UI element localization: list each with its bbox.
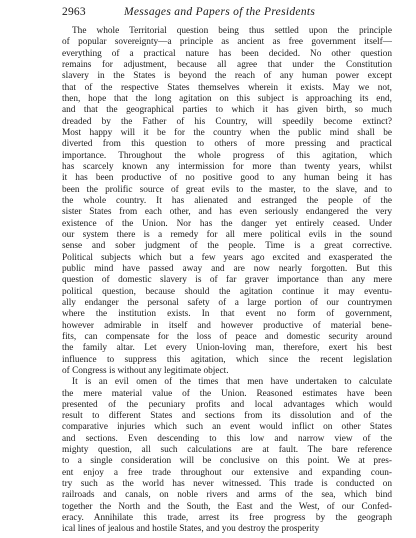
text-line: the family altar. Let every Union-loving man, therefore, exert his best xyxy=(62,343,392,354)
text-line: importance. Throughout the whole progress of this agitation, which xyxy=(62,150,392,161)
text-line: influence to suppress this agitation, which since the recent legislation xyxy=(62,354,392,365)
text-line: ally endanger the personal safety of a large portion of our countrymen xyxy=(62,297,392,308)
text-line: try such as the world has never witnessed. This trade is conducted on xyxy=(62,479,392,490)
paragraph-2 xyxy=(62,377,392,536)
text-line: then, hope that the long agitation on this subject is approaching its end, xyxy=(62,93,392,104)
text-line: of Congress is without any legitimate object. xyxy=(62,365,229,376)
body-text xyxy=(62,26,392,536)
text-line: the whole country. It has alienated and estranged the people of the xyxy=(62,195,392,206)
text-line: presented of the pecuniary profits and local advantages which would xyxy=(62,399,392,410)
page-header xyxy=(62,4,392,20)
text-line: remains for adjustment, because all agree that under the Constitution xyxy=(62,59,392,70)
paragraph-1 xyxy=(62,26,392,377)
text-line: ical lines of jealous and hostile States, and you destroy the prosperity xyxy=(62,524,320,535)
text-line: together the North and the South, the East and the West, of our Confed- xyxy=(62,501,392,512)
text-line: eracy. Annihilate this trade, arrest its free progress by the geograph xyxy=(62,513,392,524)
text-line: mighty question, all such calculations are at fault. The bare reference xyxy=(62,445,392,456)
text-line: political question, because should the agitation continue it may eventu- xyxy=(62,286,392,297)
page-number: 2963 xyxy=(62,6,86,18)
text-line: to a single consideration will be conclusive on this point. We at pres- xyxy=(62,456,392,467)
text-line: it has been productive of no positive good to any human being it has xyxy=(62,173,392,184)
text-line: sister States from each other, and has even seriously endangered the very xyxy=(62,207,392,218)
text-line: our system there is a remedy for all mere political evils in the sound xyxy=(62,229,392,240)
text-line: comparative injuries which such an event would inflict on other States xyxy=(62,422,392,433)
text-line: the mere material value of the Union. Reasoned estimates have been xyxy=(62,388,392,399)
text-line: fits, can compensate for the loss of peace and domestic security around xyxy=(62,331,392,342)
text-line: result to different States and sections from its dissolution and of the xyxy=(62,411,392,422)
running-title: Messages and Papers of the Presidents xyxy=(124,6,316,18)
text-line: The whole Territorial question being thus settled upon the principle xyxy=(72,26,392,36)
text-line: public mind have passed away and are now nearly forgotten. But this xyxy=(62,263,392,274)
text-line: everything of a practical nature has been decided. No other question xyxy=(62,48,392,59)
text-line: of popular sovereignty—a principle as ancient as free government itself— xyxy=(62,37,392,48)
text-line: question of domestic slavery is of far graver importance than any mere xyxy=(62,275,392,286)
text-line: dreaded by the Father of his Country, will speedily become extinct? xyxy=(62,116,392,127)
text-line: sense and sober judgment of the people. Time is a great corrective. xyxy=(62,241,392,252)
text-line: where the institution exists. In that event no form of government, xyxy=(62,309,392,320)
text-line: diverted from this question to others of more pressing and practical xyxy=(62,139,392,150)
text-line: that of the respective States themselves wherein it exists. May we not, xyxy=(62,82,392,93)
text-line: however admirable in itself and however productive of material bene- xyxy=(62,320,392,331)
text-line: Most happy will it be for the country when the public mind shall be xyxy=(62,127,392,138)
text-line: slavery in the States is beyond the reach of any human power except xyxy=(62,71,392,82)
text-line: railroads and canals, on noble rivers and arms of the sea, which bind xyxy=(62,490,392,501)
text-line: It is an evil omen of the times that men have undertaken to calculate xyxy=(72,377,392,388)
text-line: and sections. Even descending to this low and narrow view of the xyxy=(62,433,392,444)
text-line: ent enjoy a free trade throughout our extensive and expanding coun- xyxy=(62,467,392,478)
text-line: has scarcely known any intermission for more than twenty years, whilst xyxy=(62,161,392,172)
text-line: and that the geographical parties to which it has given birth, so much xyxy=(62,105,392,116)
text-line: Political subjects which but a few years ago excited and exasperated the xyxy=(62,252,392,263)
text-line: been the prolific source of great evils to the master, to the slave, and to xyxy=(62,184,392,195)
text-line: existence of the Union. Nor has the danger yet entirely ceased. Under xyxy=(62,218,392,229)
